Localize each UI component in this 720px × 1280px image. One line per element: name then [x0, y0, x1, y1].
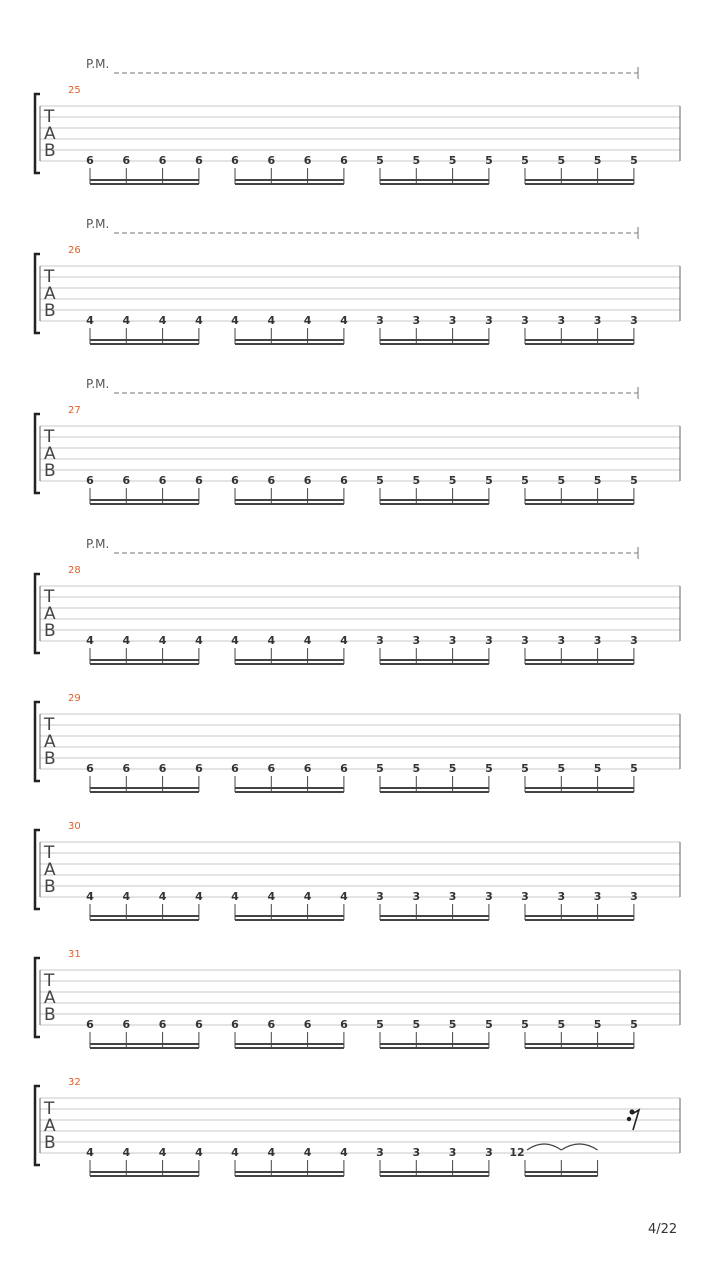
fret-number: 5 [630, 762, 638, 775]
fret-number: 4 [231, 1146, 239, 1159]
fret-number: 5 [448, 154, 457, 167]
measure-number: 25 [68, 85, 81, 96]
fret-number: 4 [195, 1146, 203, 1159]
fret-number: 6 [231, 474, 239, 487]
measure-number: 32 [68, 1077, 81, 1088]
tab-system [35, 821, 680, 920]
tab-clef-letter: T [44, 427, 55, 447]
fret-number: 3 [412, 1146, 421, 1159]
palm-mute-label: P.M. [86, 57, 110, 71]
measure-number: 28 [68, 565, 81, 576]
fret-number: 4 [303, 634, 312, 647]
fret-number: 5 [485, 154, 493, 167]
fret-number: 4 [86, 634, 94, 647]
fret-number: 6 [231, 762, 239, 775]
fret-number: 5 [485, 762, 493, 775]
fret-number: 6 [195, 154, 203, 167]
fret-number: 5 [557, 474, 566, 487]
fret-number: 4 [267, 634, 276, 647]
tab-clef-letter: A [44, 988, 56, 1008]
tab-system [35, 693, 680, 792]
fret-number: 5 [376, 474, 384, 487]
fret-number: 6 [303, 474, 312, 487]
fret-number: 5 [485, 474, 493, 487]
fret-number: 5 [593, 762, 602, 775]
fret-number: 5 [376, 762, 384, 775]
fret-number: 3 [485, 634, 493, 647]
tab-clef-letter: A [44, 1116, 56, 1136]
fret-number: 3 [557, 890, 566, 903]
fret-number: 4 [231, 634, 239, 647]
fret-number: 4 [158, 1146, 167, 1159]
tie-arc [527, 1144, 561, 1150]
tab-clef-letter: B [44, 301, 56, 321]
fret-number: 6 [267, 474, 276, 487]
fret-number: 4 [195, 314, 203, 327]
fret-number: 6 [195, 762, 203, 775]
fret-number: 4 [303, 890, 312, 903]
fret-number: 3 [485, 314, 493, 327]
fret-number: 6 [158, 1018, 167, 1031]
fret-number: 4 [122, 1146, 131, 1159]
system-bracket [35, 702, 40, 781]
fret-number: 5 [593, 474, 602, 487]
fret-number: 6 [340, 154, 348, 167]
fret-number: 3 [630, 314, 638, 327]
tab-system [35, 1077, 680, 1176]
fret-number: 3 [485, 890, 493, 903]
rest-dot [627, 1117, 631, 1121]
tab-clef-letter: B [44, 141, 56, 161]
fret-number: 5 [521, 762, 529, 775]
fret-number: 6 [158, 762, 167, 775]
fret-number: 4 [303, 1146, 312, 1159]
tab-system [35, 217, 680, 344]
fret-number: 3 [593, 314, 602, 327]
fret-number: 3 [448, 314, 457, 327]
fret-number: 3 [448, 634, 457, 647]
measure-number: 30 [68, 821, 81, 832]
fret-number: 6 [231, 154, 239, 167]
fret-number: 5 [521, 1018, 529, 1031]
fret-number: 4 [231, 314, 239, 327]
fret-number: 3 [521, 314, 529, 327]
fret-number: 5 [521, 474, 529, 487]
fret-number: 6 [86, 154, 94, 167]
tab-clef-letter: T [44, 715, 55, 735]
fret-number: 4 [340, 314, 348, 327]
fret-number: 4 [122, 314, 131, 327]
fret-number: 5 [412, 1018, 421, 1031]
tab-clef-letter: B [44, 1005, 56, 1025]
fret-number: 3 [630, 634, 638, 647]
tab-system [35, 57, 680, 184]
fret-number: 4 [303, 314, 312, 327]
fret-number: 6 [267, 1018, 276, 1031]
tab-clef-letter: B [44, 877, 56, 897]
fret-number: 5 [593, 154, 602, 167]
fret-number: 5 [630, 1018, 638, 1031]
tab-clef-letter: T [44, 267, 55, 287]
system-bracket [35, 94, 40, 173]
fret-number: 4 [158, 890, 167, 903]
fret-number: 3 [448, 890, 457, 903]
fret-number: 4 [340, 890, 348, 903]
fret-number: 4 [267, 890, 276, 903]
system-bracket [35, 414, 40, 493]
fret-number: 4 [122, 634, 131, 647]
tab-clef-letter: T [44, 1099, 55, 1119]
fret-number: 6 [195, 1018, 203, 1031]
fret-number: 5 [412, 154, 421, 167]
tie-arc [561, 1144, 597, 1150]
fret-number: 5 [448, 1018, 457, 1031]
fret-number: 4 [158, 314, 167, 327]
fret-number: 4 [86, 890, 94, 903]
fret-number: 5 [630, 154, 638, 167]
fret-number: 6 [303, 762, 312, 775]
fret-number: 4 [340, 1146, 348, 1159]
system-bracket [35, 958, 40, 1037]
tab-clef-letter: T [44, 843, 55, 863]
tab-clef-letter: A [44, 732, 56, 752]
fret-number: 6 [158, 474, 167, 487]
fret-number: 3 [376, 314, 384, 327]
fret-number: 3 [376, 634, 384, 647]
system-bracket [35, 254, 40, 333]
fret-number: 4 [195, 890, 203, 903]
palm-mute-label: P.M. [86, 377, 110, 391]
tab-clef-letter: T [44, 971, 55, 991]
fret-number: 5 [593, 1018, 602, 1031]
fret-number: 6 [340, 474, 348, 487]
tab-clef-letter: T [44, 107, 55, 127]
fret-number: 6 [231, 1018, 239, 1031]
fret-number: 3 [376, 1146, 384, 1159]
system-bracket [35, 1086, 40, 1165]
fret-number: 3 [593, 634, 602, 647]
fret-number: 6 [158, 154, 167, 167]
tab-clef-letter: T [44, 587, 55, 607]
fret-number: 5 [485, 1018, 493, 1031]
fret-number: 3 [412, 314, 421, 327]
fret-number: 5 [557, 154, 566, 167]
tab-clef-letter: A [44, 284, 56, 304]
fret-number: 4 [86, 314, 94, 327]
fret-number: 5 [630, 474, 638, 487]
fret-number: 3 [376, 890, 384, 903]
fret-number: 3 [630, 890, 638, 903]
measure-number: 31 [68, 949, 81, 960]
fret-number: 3 [521, 890, 529, 903]
fret-number: 3 [593, 890, 602, 903]
fret-number: 4 [86, 1146, 94, 1159]
fret-number: 6 [122, 474, 131, 487]
fret-number: 4 [195, 634, 203, 647]
measure-number: 26 [68, 245, 81, 256]
fret-number: 5 [412, 474, 421, 487]
tab-clef-letter: A [44, 860, 56, 880]
tab-clef-letter: A [44, 604, 56, 624]
fret-number: 6 [122, 762, 131, 775]
fret-number: 5 [448, 474, 457, 487]
fret-number: 6 [195, 474, 203, 487]
fret-number: 4 [231, 890, 239, 903]
tab-system [35, 949, 680, 1048]
fret-number: 6 [122, 154, 131, 167]
fret-number: 6 [86, 474, 94, 487]
fret-number: 5 [557, 1018, 566, 1031]
fret-number: 3 [412, 890, 421, 903]
tab-system [35, 537, 680, 664]
palm-mute-label: P.M. [86, 537, 110, 551]
fret-number: 4 [340, 634, 348, 647]
fret-number: 6 [267, 154, 276, 167]
palm-mute-label: P.M. [86, 217, 110, 231]
fret-number: 6 [340, 1018, 348, 1031]
tab-clef-letter: B [44, 461, 56, 481]
tab-clef-letter: A [44, 444, 56, 464]
measure-number: 27 [68, 405, 81, 416]
fret-number: 3 [521, 634, 529, 647]
fret-number: 6 [267, 762, 276, 775]
tab-clef-letter: B [44, 749, 56, 769]
fret-number: 5 [412, 762, 421, 775]
measure-number: 29 [68, 693, 81, 704]
fret-number: 3 [485, 1146, 493, 1159]
fret-number: 5 [448, 762, 457, 775]
fret-number: 3 [557, 314, 566, 327]
fret-number: 3 [557, 634, 566, 647]
fret-number: 12 [509, 1146, 525, 1159]
fret-number: 3 [448, 1146, 457, 1159]
page-number: 4/22 [648, 1222, 678, 1237]
fret-number: 5 [376, 154, 384, 167]
fret-number: 4 [267, 1146, 276, 1159]
tab-clef-letter: A [44, 124, 56, 144]
tab-clef-letter: B [44, 1133, 56, 1153]
system-bracket [35, 574, 40, 653]
fret-number: 3 [412, 634, 421, 647]
fret-number: 6 [122, 1018, 131, 1031]
fret-number: 6 [340, 762, 348, 775]
fret-number: 4 [267, 314, 276, 327]
fret-number: 5 [521, 154, 529, 167]
fret-number: 4 [158, 634, 167, 647]
system-bracket [35, 830, 40, 909]
fret-number: 5 [376, 1018, 384, 1031]
fret-number: 6 [303, 154, 312, 167]
fret-number: 5 [557, 762, 566, 775]
fret-number: 6 [86, 762, 94, 775]
fret-number: 6 [303, 1018, 312, 1031]
fret-number: 6 [86, 1018, 94, 1031]
tab-clef-letter: B [44, 621, 56, 641]
fret-number: 4 [122, 890, 131, 903]
tab-system [35, 377, 680, 504]
